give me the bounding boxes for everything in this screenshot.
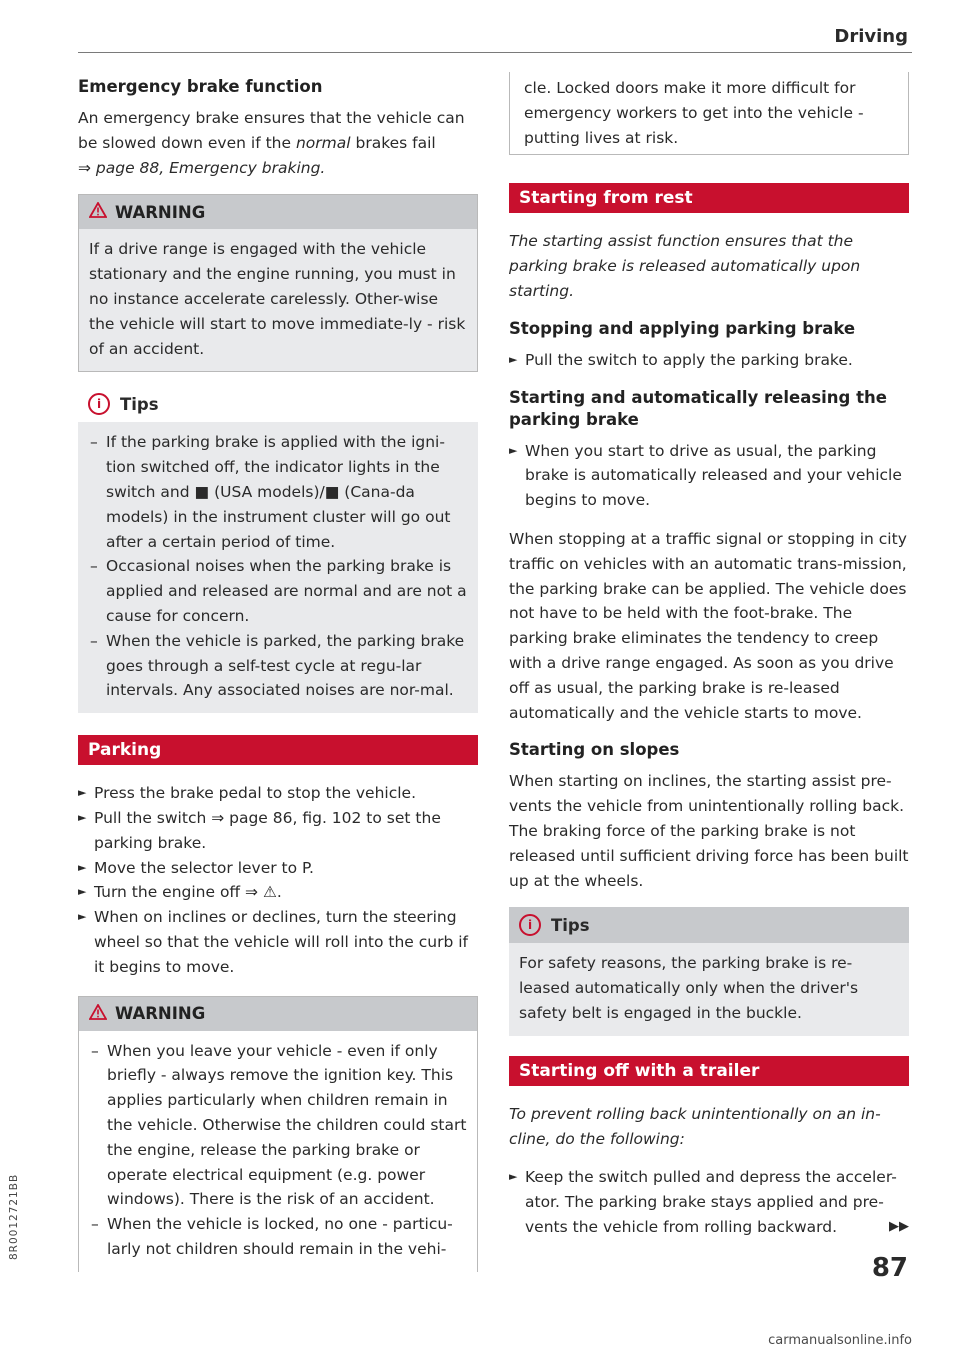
stopping-step-text: Pull the switch to apply the parking brake. — [525, 350, 853, 369]
warning-item: – When the vehicle is locked, no one - particu-larly not children should remain in the vehi- — [89, 1212, 467, 1262]
emergency-page-ref[interactable]: ⇒ page 88, Emergency braking. — [78, 158, 326, 177]
page-number: 87 — [871, 1253, 908, 1283]
slopes-heading: Starting on slopes — [509, 740, 680, 760]
tips-body-left — [78, 422, 478, 713]
bullet-arrow-icon: ► — [509, 352, 518, 366]
tips-body-right — [509, 943, 909, 1035]
info-icon: i — [88, 393, 110, 415]
emergency-brake-text — [78, 106, 478, 180]
parking-steps — [78, 781, 478, 979]
warning-body-2 — [79, 1031, 477, 1272]
warning-box-2 — [78, 996, 478, 1272]
parking-step — [78, 856, 478, 881]
bullet-arrow-icon: ► — [78, 910, 87, 924]
starting-rest-intro: The starting assist function ensures that the parking brake is released automatically upon starting. — [509, 232, 861, 300]
parking-step-text: When on inclines or declines, turn the steering wheel so that the vehicle will roll into the curb if it begins to move. — [94, 908, 468, 976]
side-document-code: 8R0012721BB — [8, 1173, 20, 1260]
warning-body-1 — [79, 229, 477, 371]
warning-item: – When you leave your vehicle - even if only briefly - always remove the ignition key. This applies particularly when children remain in the vehicle. Otherwise the children could start the engine, release the parking brake or operate electrical equipment (e.g. power windows). There is the risk of an accident. — [89, 1039, 467, 1213]
header-rule — [78, 52, 912, 53]
stopping-step — [509, 348, 909, 373]
bullet-arrow-icon: ► — [78, 810, 87, 824]
emergency-text-part2: brakes fail — [355, 133, 436, 152]
parking-heading: Parking — [78, 735, 478, 765]
continue-arrow-icon[interactable]: ▶▶ — [889, 1218, 909, 1234]
bullet-arrow-icon: ► — [78, 860, 87, 874]
warning-continued-text: cle. Locked doors make it more difficult for emergency workers to get into the vehicle - putting lives at risk. — [524, 79, 864, 147]
warning-title-2: WARNING — [115, 1004, 206, 1024]
parking-step-text: Press the brake pedal to stop the vehicle. — [94, 784, 417, 803]
trailer-step — [509, 1165, 909, 1239]
parking-step-text: Move the selector lever to P. — [94, 858, 314, 877]
tips-header-left — [78, 386, 478, 422]
starting-auto-step-text: When you start to drive as usual, the parking brake is automatically released and your vehicle begins to move. — [525, 441, 902, 510]
tips-box-left — [78, 386, 478, 713]
stopping-heading: Stopping and applying parking brake — [509, 318, 856, 338]
parking-step — [78, 806, 478, 856]
tips-title-right: Tips — [551, 915, 590, 935]
starting-auto-step — [509, 439, 909, 513]
bullet-arrow-icon: ► — [509, 1170, 518, 1184]
parking-step — [78, 905, 478, 979]
warning-box-1 — [78, 194, 478, 372]
bullet-arrow-icon: ► — [509, 443, 518, 457]
warning-title-1: WARNING — [115, 202, 206, 222]
tips-box-right — [509, 907, 909, 1035]
parking-step — [78, 880, 478, 905]
slopes-text: When starting on inclines, the starting assist pre-vents the vehicle from unintentionally rolling back. The braking force of the parking brake is not released until sufficient driving force has been built up at the wheels. — [509, 772, 909, 890]
warning-continued-box — [509, 72, 909, 155]
warning-text-1: If a drive range is engaged with the vehicle stationary and the engine running, you must in no instance accelerate carelessly. Other-wise the vehicle will start to move immediate-ly - risk of an accident. — [89, 240, 466, 358]
tips-item: – Occasional noises when the parking brake is applied and released are normal and are not a cause for concern. — [88, 554, 468, 628]
parking-step-text: Turn the engine off ⇒ ⚠. — [94, 883, 282, 902]
tips-text-right: For safety reasons, the parking brake is re-leased automatically only when the driver's safety belt is engaged in the buckle. — [519, 954, 859, 1022]
starting-auto-text: When stopping at a traffic signal or stopping in city traffic on vehicles with an automatic trans-mission, the parking brake can be applied. The vehicle does not have to be held with the foot-brake. The parking brake eliminates the tendency to creep with a drive range engaged. As soon as you drive off as usual, the parking brake is re-leased automatically and the vehicle starts to move. — [509, 529, 907, 722]
section-title: Driving — [834, 26, 908, 47]
emergency-text-part1: An emergency brake ensures that the vehicle can be slowed down even if the — [78, 109, 465, 152]
emergency-text-normal: normal — [295, 133, 351, 152]
trailer-step-text: Keep the switch pulled and depress the acceler-ator. The parking brake stays applied and pre-vents the vehicle from rolling backward. — [525, 1168, 897, 1236]
starting-rest-heading: Starting from rest — [509, 183, 909, 213]
tips-header-right — [509, 907, 909, 943]
emergency-brake-heading: Emergency brake function — [78, 77, 323, 96]
warning-triangle-icon — [89, 1004, 107, 1024]
right-column — [509, 72, 909, 1240]
parking-step — [78, 781, 478, 806]
warning-header-2 — [79, 997, 477, 1031]
trailer-intro: To prevent rolling back unintentionally on an in-cline, do the following: — [509, 1104, 881, 1148]
tips-title-left: Tips — [120, 394, 159, 414]
tips-item: – If the parking brake is applied with the igni-tion switched off, the indicator lights in the switch and ■ (USA models)/■ (Cana-da models) in the instrument cluster will go out after a certain period of time. — [88, 430, 468, 554]
bullet-arrow-icon: ► — [78, 885, 87, 899]
bullet-arrow-icon: ► — [78, 786, 87, 800]
trailer-heading: Starting off with a trailer — [509, 1056, 909, 1086]
parking-step-text: Pull the switch ⇒ page 86, fig. 102 to set the parking brake. — [94, 808, 441, 852]
left-column — [78, 72, 478, 1286]
info-icon: i — [519, 914, 541, 936]
warning-header-1 — [79, 195, 477, 229]
starting-auto-heading: Starting and automatically releasing the parking brake — [509, 387, 887, 429]
warning-triangle-icon — [89, 202, 107, 222]
tips-item: – When the vehicle is parked, the parking brake goes through a self-test cycle at regu-lar intervals. Any associated noises are nor-mal. — [88, 629, 468, 703]
watermark: carmanualsonline.info — [768, 1333, 912, 1348]
